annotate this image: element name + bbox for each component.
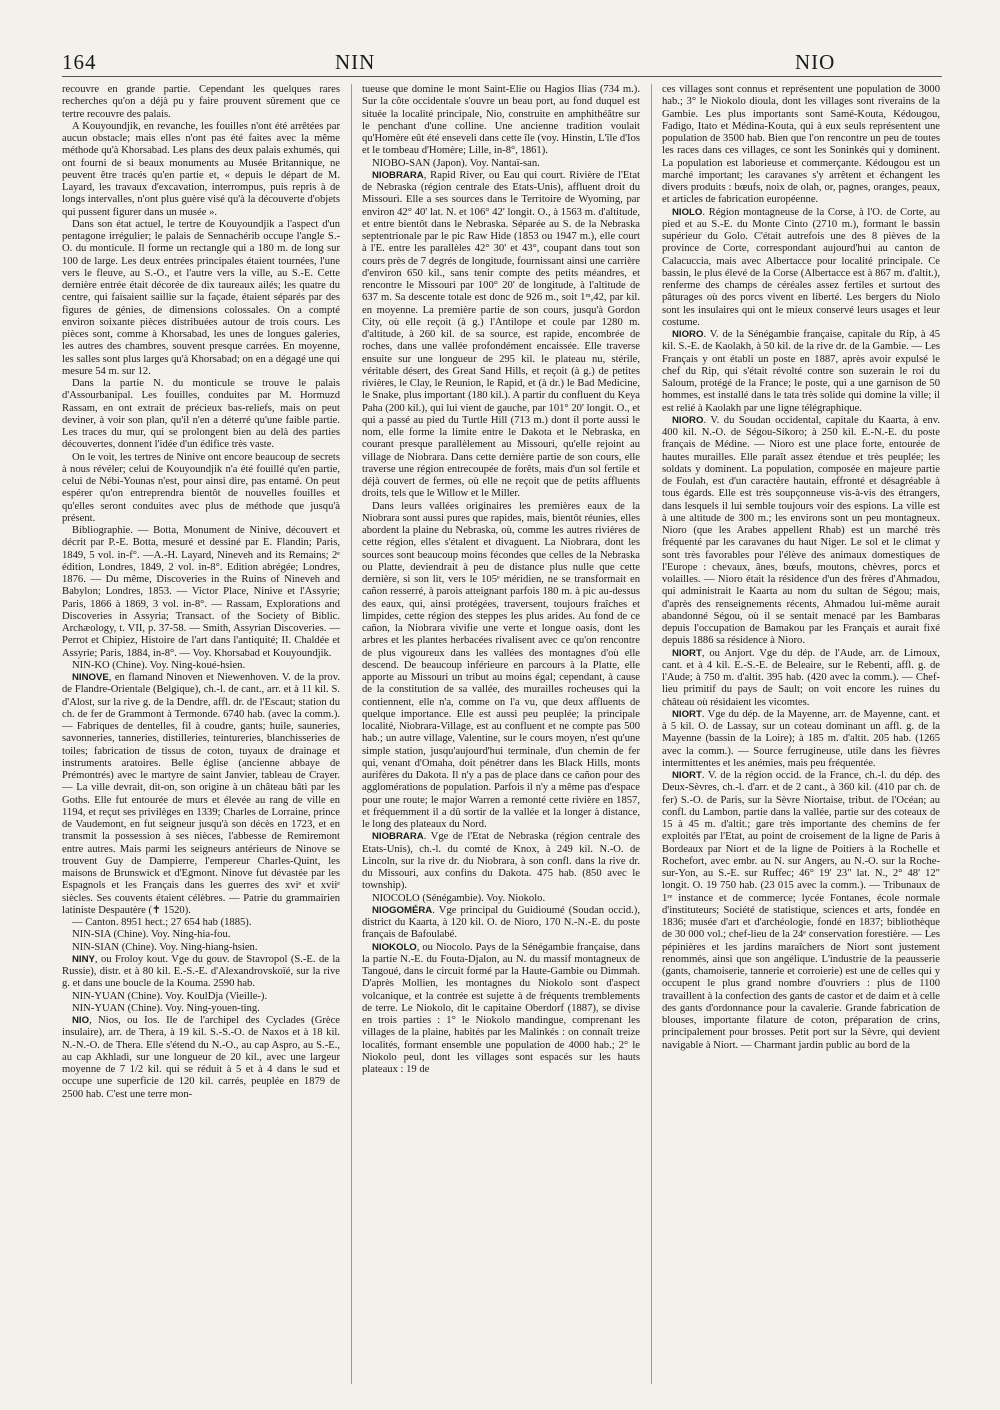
running-head-right: NIO — [795, 50, 836, 74]
entry-paragraph: NIOBRARA, Rapid River, ou Eau qui court. Rivière de l'Etat de Nebraska (région centrale des Etats-Unis), affluent droit du Missouri. Elle a ses sources dans le Territoire de Wyoming, par environ 42° 40' lat. N. et 106° 42' longit. O., à 1563 m. d'altitude, et entre bientôt dans le Nebraska. Séparée au S. de la Nebraska septentrionale par le pic Raw Hide (1853 ou 1947 m.), elle court à l'E. entre les parallèles 42° 30' et 43°, coupant dans tout son cours près de 7 degrés de longitude, fournissant ainsi une carrière d'environ 650 kil., sans tenir compte des petits méandres, et rencontre le Missouri par 100° 20' de longitude, à l'altitude de 637 m. Sa descente totale est donc de 926 m., soit 1ᵐ,42, par kil. en moyenne. La première partie de son cours, jusqu'à Gordon City, où elle reçoit (à g.) l'Antilope et coule par 1280 m. d'altitude, à 260 kil. de sa source, est rapide, encombrée de roches, dans une vallée profondément encaissée. Elle traverse ensuite sur une longueur de 295 kil. le plateau nu, stérile, véritable désert, des Great Sand Hills, et reçoit (à g.) de petites rivières, le Clay, le Reunion, le Rapid, et (à dr.) le Bad Medicine, le Snake, plus important (180 kil.). A partir du confluent du Keya Paha (200 kil.), qui lui vient de gauche, par 101° 20' longit. O., et qui a passé au pied du Turtle Hill (713 m.) dont il porte aussi le nom, elle forme la limite entre le Dakota et le Nebraska, en courant presque parallèlement au Missouri, qu'elle rejoint au village de Niobrara. Dans cette dernière partie de son cours, elle traverse une région entrecoupée de forêts, mais d'un sol fertile et déjà couvert de fermes, où elle ne reçoit que de petits affluents droits, tels que le Willow et le Miller. — [362, 169, 640, 500]
text-column-1 — [62, 84, 340, 1384]
entry-paragraph: On le voit, les tertres de Ninive ont encore beaucoup de secrets à nous révéler; celui de Kouyoundjik n'a été fouillé qu'en partie, celui de Nébi-Younas n'est, pour ainsi dire, pas entamé. On peut espérer qu'on entreprendra bientôt de nouvelles fouilles et qu'elles seront conduites avec plus de méthode que jusqu'à présent. — [62, 451, 340, 524]
page-number: 164 — [62, 50, 97, 74]
entry-headword: NINY — [72, 953, 95, 965]
entry-paragraph: NIORT. Vge du dép. de la Mayenne, arr. de Mayenne, cant. et à 5 kil. O. de Lassay, sur un coteau dominant un affl. g. de la Mayenne (bassin de la Loire); à 185 m. d'altit. 205 hab. (1265 avec la comm.). — Source ferrugineuse, utile dans les fièvres intermittentes et les anémies, mais peu fréquentée. — [662, 708, 940, 769]
entry-paragraph: Dans son état actuel, le tertre de Kouyoundjik a l'aspect d'un pentagone irrégulier; le palais de Sennachérib occupe l'angle S.-O. du monticule. Il forme un rectangle qui a 180 m. de long sur 100 de large. Les deux entrées principales étaient tournées, l'une vers le fleuve, au S.-O., et l'autre vers la ville, au S.-E. Cette dernière entrée était décorée de dix taureaux ailés; les quatre du centre, qui faisaient saillie sur la façade, étaient séparés par des figures de génies, de dimensions colossales. On a compté environ soixante pièces distribuées autour de trois cours. Les pièces sont, comme à Khorsabad, les unes de longues galeries, les autres des chambres, souvent presque carrées. En moyenne, les salles sont plus larges qu'à Khorsabad; on en a dégagé une qui mesure 54 m. sur 12. — [62, 218, 340, 377]
header-rule — [62, 76, 942, 77]
entry-paragraph: NIO, Nios, ou Ios. Ile de l'archipel des Cyclades (Grèce insulaire), arr. de Thera, à 19 kil. S.-S.-O. de Naxos et à 18 kil. N.-N.-O. de Thera. Elle s'étend du N.-O., au cap Aspro, au S.-E., au cap Akhladi, sur une longueur de 20 kil., avec une largeur moyenne de 7 1/2 kil. qui se réduit à 5 et à 4 dans le sud et occupe une superficie de 120 kil. carrés, peuplée en 1879 de 2500 hab. C'est une terre mon- — [62, 1015, 340, 1100]
entry-paragraph: NIORT, ou Anjort. Vge du dép. de l'Aude, arr. de Limoux, cant. et à 4 kil. E.-S.-E. de Beleaire, sur le Rebenti, affl. g. de l'Aude; à 750 m. d'altit. 395 hab. (420 avec la comm.). — Chef-lieu primitif du pays de Sault; on voit encore les ruines du château où résidaient les vicomtes. — [662, 647, 940, 708]
entry-paragraph: tueuse que domine le mont Saint-Elie ou Hagios Ilias (734 m.). Sur la côte occidentale s'ouvre un beau port, au fond duquel est située la localité principale, Nio, construite en amphithéâtre sur le penchant d'une colline. Une ancienne tradition voulait qu'Homère eût été enseveli dans cette île (voy. Hinstin, L'île d'Ios et le tombeau d'Homère; Lille, in-8°, 1861). — [362, 84, 640, 157]
entry-paragraph: A Kouyoundjik, en revanche, les fouilles n'ont été arrêtées par aucun obstacle; mais elles n'ont pas été faites avec la même méthode qu'à Khorsabad. Les plans des deux palais exhumés, qui ont fourni de si beaux monuments au Musée Britannique, ne peuvent être tracés qu'en partie et, « depuis le départ de M. Layard, les travaux d'excavation, interrompus, puis repris à de longs intervalles, n'ont plus guère visé qu'à la découverte d'objets qui pussent figurer dans un musée ». — [62, 120, 340, 218]
entry-paragraph: NIN-SIA (Chine). Voy. Ning-hia-fou. — [72, 929, 231, 941]
entry-paragraph: recouvre en grande partie. Cependant les quelques rares recherches qu'on a déjà pu y faire prouvent sûrement que ce tertre recouvre des palais. — [62, 84, 340, 120]
entry-paragraph: Dans leurs vallées originaires les premières eaux de la Niobrara sont aussi pures que rapides, mais, bientôt réunies, elles abordent la plaine du Nebraska, où, comme les autres rivières de cette région, elles s'étalent et divaguent. La Niobrara, dont les sources sont beaucoup moins fécondes que celles de la Nebraska ou Platte, deviendrait à peu de distance plus nulle que cette dernière, si son lit, vers le 105ᵉ méridien, ne se transformait en cañon resserré, à parois atteignant parfois 180 m. à pic au-dessus des eaux, qui, ainsi protégées, traversent, toujours fraîches et limpides, cette région des steppes les plus arides. Au fond de ce cañon, la Niobrara vivifie une verte et longue oasis, dont les arbres et les plantes herbacées rivalisent avec ce qu'on rencontre de plus vigoureux dans les vallées des montagnes d'où elle descend. De beaucoup inférieure en parcours à la Platte, elle apporte au Missouri un tribut au moins égal; cependant, à cause de la constitution de sa vallée, des murailles rocheuses qui la contiennent, elle n'a, comme on l'a vu, que deux affluents de quelque importance. Elle est aussi peu peuplée; la principale localité, Niobrara-Village, est au confluent et ne compte pas 500 hab.; un autre village, Valentine, sur le cours moyen, n'est qu'une simple station, jusqu'aujourd'hui terminale, d'un chemin de fer qui, venant d'Omaha, doit pénétrer dans les Black Hills, monts aurifères du Dakota. Il n'y a pas de place dans ce cañon pour des agglomérations de population. Parfois il n'y a même pas d'espace pour une route; le major Warren a remonté cette rivière en 1857, et fréquemment il a dû sortir de la vallée et la longer à distance, le long des plateaux du Nord. — [362, 500, 640, 830]
entry-paragraph: NIN-SIAN (Chine). Voy. Ning-hiang-hsien. — [72, 941, 258, 953]
entry-paragraph: NIN-KO (Chine). Voy. Ning-koué-hsien. — [72, 659, 246, 671]
entry-paragraph: Dans la partie N. du monticule se trouve le palais d'Assourbanipal. Les fouilles, conduites par M. Hormuzd Rassam, en ont extrait de précieux bas-reliefs, mais on peut deviner, à voir son plan, qu'il n'en a déterré qu'une faible partie. Les traces du mur, qui se prolongent bien au delà des parties découvertes, donnent l'idée d'un édifice très vaste. — [62, 378, 340, 451]
running-head-left: NIN — [335, 50, 376, 74]
entry-paragraph: NIOKOLO, ou Niocolo. Pays de la Sénégambie française, dans la partie N.-E. du Fouta-Djalon, au N. du massif montagneux de Tangoué, dans le circuit formé par la Haute-Gambie ou Dimmah. D'après Mollien, les montagnes du Niokolo sont d'aspect volcanique, et la contrée est sujette à de fréquents tremblements de terre. Le Niokolo, dit le capitaine Oberdorf (1887), se divise en trois parties : 1° le Niokolo mandingue, comprenant les villages de la plaine, habités par les Malinkés : on connaît treize localités, formant ensemble une population de 4000 hab.; 2° le Niokolo peul, dont les villages sont espacés sur les hauts plateaux : 19 de — [362, 941, 640, 1075]
entry-headword: NIOGOMÉRA — [372, 904, 433, 916]
entry-paragraph: Bibliographie. — Botta, Monument de Ninive, découvert et décrit par P.-E. Botta, mesuré et dessiné par E. Flandin; Paris, 1849, 5 vol. in-f°. —A.-H. Layard, Nineveh and its Remains; 2ᵉ édition, Londres, 1849, 2 vol. in-8°. Edition abrégée; Londres, 1876. — Du même, Discoveries in the Ruins of Nineveh and Babylon; Londres, 1853. — Victor Place, Ninive et l'Assyrie; Paris, 1866 à 1869, 3 vol. in-8°. — Rassam, Explorations and Discoveries in Assyria; Transact. of the Society of Biblic. Archæology, t. VII, p. 37-58. — Smith, Assyrian Discoveries. — Perrot et Chipiez, Histoire de l'art dans l'antiquité; II. Chaldée et Assyrie; Paris, 1884, in-8°. — Voy. Khorsabad et Kouyoundjik. — [62, 525, 340, 659]
entry-headword: NIOLO — [672, 206, 703, 218]
column-divider — [651, 84, 652, 1384]
column-divider — [351, 84, 352, 1384]
entry-paragraph: NIOCOLO (Sénégambie). Voy. Niokolo. — [372, 892, 546, 904]
text-column-3 — [662, 84, 940, 1384]
entry-headword: NIOBRARA — [372, 831, 424, 843]
entry-headword: NIOBRARA — [372, 169, 424, 181]
entry-paragraph: NINY, ou Froloy kout. Vge du gouv. de Stavropol (S.-E. de la Russie), distr. et à 80 kil. E.-S.-E. d'Alexandrovskoïé, sur la rive g. et dans une boucle de la Kouma. 2590 hab. — [62, 953, 340, 990]
entry-headword: NIORT — [672, 770, 702, 781]
entry-headword: NIORT — [672, 708, 702, 720]
text-column-2 — [362, 84, 640, 1384]
entry-paragraph: — Canton. 8951 hect.; 27 654 hab (1885). — [72, 917, 252, 928]
entry-paragraph: NIN-YUAN (Chine). Voy. Ning-youen-ting. — [72, 1002, 260, 1014]
entry-headword: NIORO — [672, 329, 704, 340]
entry-paragraph: NIOBO-SAN (Japon). Voy. Nantaï-san. — [372, 157, 540, 169]
entry-headword: NINOVE — [72, 672, 109, 683]
entry-paragraph: NIORT. V. de la région occid. de la France, ch.-l. du dép. des Deux-Sèvres, ch.-l. d'arr. et de 2 cant., à 360 kil. (410 par ch. de fer) S.-O. de Paris, sur la Sèvre Niortaise, tribut. de l'Océan; au confl. du Lambon, partie dans la vallée, partie sur des coteaux de 15 à 45 m. d'altit.; gare très importante des chemins de fer exploités par l'Etat, au point de croisement de la ligne de Paris à Bordeaux par Niort et de la ligne de Poitiers à la Rochelle et Rochefort, avec embr. au N. sur Angers, au N.-O. sur la Roche-sur-Yon, au S.-E. sur Ruffec; 46° 19' 23" lat. N., 2° 48' 12" longit. O. 19 750 hab. (23 015 avec la comm.). — Tribunaux de 1ʳᵉ instance et de commerce; lycée Fontanes, école normale d'instituteurs; Société de statistique, sciences et arts, fondée en 1836; musée d'art et d'archéologie, fondé en 1837; bibliothèque de 30 000 vol.; chef-lieu de la 24ᵉ conservation forestière. — Les pépinières et les jardins maraîchers de Niort sont justement renommés, ainsi que son angélique. L'industrie de la peausserie (gants, chamoiserie, tannerie et corroierie) est une de celles qui y occupent le plus grand nombre d'ouvriers : plus de 1100 travaillent à la confection des gants de castor et de daim et à celle des gants d'ordonnance pour la cavalerie. Grande fabrication de blouses, importante filature de coton, préparation de crins, principalement pour brosses. Petit port sur la Sèvre, qui devient navigable à Niort. — Charmant jardin public au bord de la — [662, 770, 940, 1051]
entry-headword: NIORT — [672, 647, 702, 659]
entry-paragraph: NIORO. V. de la Sénégambie française, capitale du Rip, à 45 kil. S.-E. de Kaolakh, à 50 kil. de la rive dr. de la Gambie. — Les Français y ont établi un poste en 1887, après avoir expulsé le chef du Rip, qui s'était révolté contre son suzerain le roi du Saloum, protégé de la France; le poste, qui a une garnison de 50 hommes, est installé dans le tata très solide qui domine la ville; il est relié à Kaolakh par une ligne télégraphique. — [662, 329, 940, 414]
entry-paragraph: NIOBRARA. Vge de l'Etat de Nebraska (région centrale des Etats-Unis), ch.-l. du comté de Knox, à 249 kil. N.-O. de Lincoln, sur la rive dr. du Niobrara, à son confl. dans la rive dr. du Missouri, aux confins du Dakota. 475 hab. (850 avec le township). — [362, 831, 640, 892]
entry-paragraph: NIN-YUAN (Chine). Voy. KoulDja (Vieille-). — [72, 990, 268, 1002]
entry-headword: NIORO — [672, 414, 704, 426]
entry-paragraph: NINOVE, en flamand Ninoven et Niewenhoven. V. de la prov. de Flandre-Orientale (Belgique), ch.-l. de cant., arr. et à 11 kil. S. d'Alost, sur la rive g. de la Dendre, affl. dr. de l'Escaut; station du ch. de fer de Grammont à Termonde. 6740 hab. (avec la comm.). — Fabriques de dentelles, fil à coudre, gants; huile, sauneries, savonneries, tanneries, distilleries, teintureries, blanchisseries de toiles; fabrication de tissus de coton, tuyaux de drainage et instruments aratoires. Belle église (ancienne abbaye de Prémontrés) avec le martyre de saint Janvier, tableau de Crayer. — La ville devrait, dit-on, son origine à un château bâti par les Goths. Elle fut entourée de murs et élevée au rang de ville en 1194, et reçut ses privilèges en 1339; Charles de Lorraine, prince de Vaudemont, en fut seigneur jusqu'à son décès en 1723, et en transmit la possession à ses nièces, l'abbesse de Remiremont entre autres. Mais parmi les seigneurs antérieurs de Ninove se trouvent Guy de Dampierre, l'empereur Charles-Quint, les maisons de Brunswick et d'Egmont. Ninove fut dévastée par les Espagnols et les Français dans les guerres des xviᵉ et xviiᵉ siècles. Ses couvents étaient célèbres. — Patrie du grammairien latiniste Despautère (✝ 1520). — [62, 672, 340, 916]
entry-paragraph: NIOLO. Région montagneuse de la Corse, à l'O. de Corte, au pied et au S.-E. du Monte Cinto (2710 m.), formant le bassin supérieur du Golo. C'était autrefois une des 8 pièves de la province de Corte, correspondant aujourd'hui au canton de Calacuccia, mais avec Albertacce pour localité principale. Ce bassin, le plus élevé de la Corse (Albertacce est à 867 m. d'altit.), renferme des champs de céréales assez fertiles et surtout des pâturages où des porcs vivent en liberté. Les bergers du Niolo sont les insulaires qui ont le mieux conservé leurs usages et leur costume. — [662, 206, 940, 328]
entry-paragraph: NIOGOMÉRA. Vge principal du Guidioumé (Soudan occid.), district du Kaarta, à 120 kil. O. de Nioro, 170 N.-N.-E. du poste français de Bafoulabé. — [362, 904, 640, 941]
entry-headword: NIOKOLO — [372, 941, 417, 953]
entry-paragraph: NIORO. V. du Soudan occidental, capitale du Kaarta, à env. 400 kil. N.-O. de Ségou-Sikoro; à 250 kil. E.-N.-E. du poste français de Médine. — Nioro est une place forte, entourée de hautes murailles. Elle paraît assez étendue et très peuplée; les soldats y dominent. La population, composée en majeure partie de Foulah, est d'un caractère hautain, effronté et désagréable à tous égards. Elle est très soupçonneuse vis-à-vis des étrangers, dans lesquels il lui semble toujours voir des espions. La ville est à une altitude de 300 m.; les environs sont un peu montagneux. Nioro (que les Arabes appellent Rhab) est un marché très fréquenté par les caravanes du haut Niger. Le sol et le climat y sont très favorables pour l'élève des animaux domestiques de l'Europe : chevaux, ânes, bœufs, moutons, chèvres, porcs et volailles. — Nioro était la résidence d'un des frères d'Ahmadou, qui administrait le Kaarta au nom du sultan de Ségou; mais, d'après des renseignements récents, Ahmadou lui-même aurait abandonné Ségou, où il se sentait menacé par les Bambaras depuis l'occupation de Bamakou par les Français et aurait fixé depuis 1886 sa résidence à Nioro. — [662, 414, 940, 647]
entry-paragraph: ces villages sont connus et représentent une population de 3000 hab.; 3° le Niokolo dioula, dont les villages sont riverains de la Gambie. Les plus importants sont Samé-Kouta, Kédougou, Fadigo, Itato et Médina-Kouta, qui à eux seuls représentent une population de 3500 hab. Bien que l'on rencontre un peu de toutes les races dans ces villages, ce sont les Soninkés qui y dominent. La population est laborieuse et commerçante. Kédougou est un marché important; les caravanes s'y arrêtent et échangent les divers produits : bœufs, noix de olah, or, pagnes, oranges, peaux, et articles de fabrication européenne. — [662, 84, 940, 206]
entry-headword: NIO — [72, 1015, 90, 1026]
